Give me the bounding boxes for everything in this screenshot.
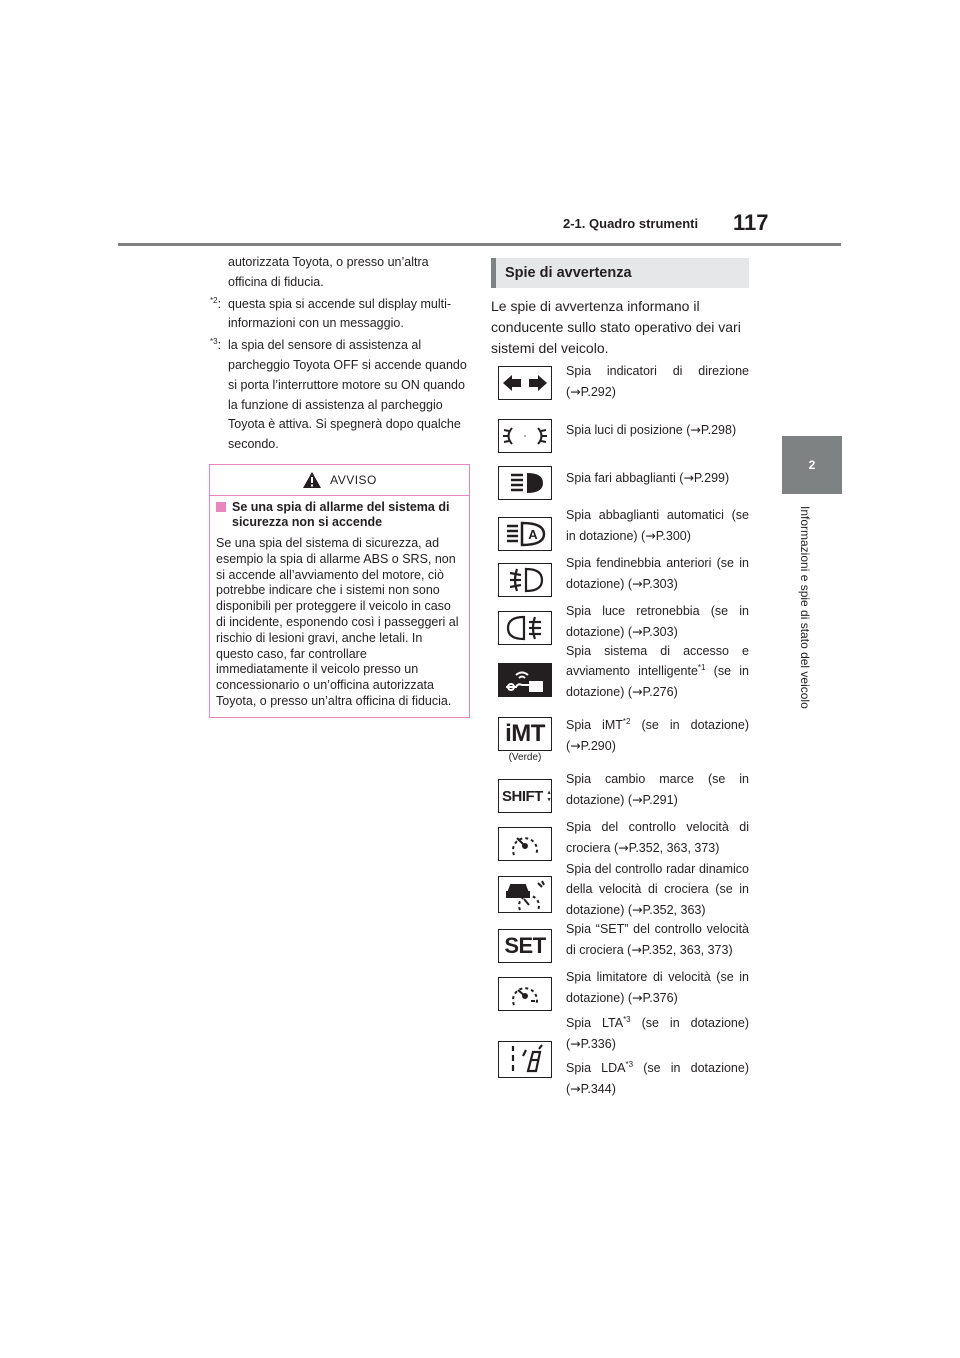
position-light-icon xyxy=(498,419,552,453)
warning-title: Se una spia di allarme del sistema di sicurezza non si accende xyxy=(216,500,463,530)
intro-text: Le spie di avvertenza informano il conducente sullo stato operativo dei vari sistemi del veicolo. xyxy=(491,298,741,356)
footnote-mark: *3 xyxy=(210,337,218,347)
light-desc: Spia LTA$^{*3}$ (se in dotazione) (→P.336) xyxy=(566,1014,749,1051)
page-number: 117 xyxy=(733,210,769,235)
chapter-number: 2 xyxy=(808,458,816,472)
light-desc: Spia del controllo radar dinamico della velocità di crociera (se in dotazione) (→P.352, 363) xyxy=(566,862,749,917)
smart-key-icon xyxy=(498,663,552,697)
chapter-label: Informazioni e spie di stato del veicolo xyxy=(798,506,812,709)
lane-assist-icon xyxy=(498,1041,552,1078)
light-desc: Spia limitatore di velocità (se in dotazione) (→P.376) xyxy=(566,970,749,1005)
light-desc: Spia iMT$^{*2}$ (se in dotazione) (→P.290) xyxy=(566,716,749,753)
auto-high-beam-icon xyxy=(498,517,552,551)
warning-label: AVVISO xyxy=(330,473,377,487)
warning-triangle-icon xyxy=(302,471,322,489)
warning-header xyxy=(210,465,469,496)
icon-caption: (Verde) xyxy=(508,752,542,763)
section-title: 2-1. Quadro strumenti xyxy=(563,216,699,231)
left-column xyxy=(210,253,468,455)
footnote-text: la spia del sensore di assistenza al parcheggio Toyota OFF si accende quando si porta l’interruttore motore su ON quando la funzione di assistenza al parcheggio Toyota è attiva. Si spegnerà dopo qualche secondo. xyxy=(228,338,467,452)
turn-signal-icon xyxy=(498,366,552,400)
high-beam-icon xyxy=(498,466,552,500)
footnote-text: questa spia si accende sul display multi-informazioni con un messaggio. xyxy=(228,296,452,331)
warning-body: Se una spia del sistema di sicurezza, ad esempio la spia di allarme ABS o SRS, non si accende all’avviamento del motore, ciò potrebbe indicare che i sistemi non sono disponibili per proteggere il veicolo in caso di incidente, esponendo così i passeggeri al rischio di lesioni gravi, anche letali. In questo caso, far controllare immediatamente il veicolo presso un concessionario o un’officina autorizzata Toyota, o presso un’altra officina di fiducia. xyxy=(216,536,459,708)
light-desc: Spia fari abbaglianti (→P.299) xyxy=(566,470,730,485)
footnote-mark: *2 xyxy=(210,295,218,305)
chapter-tab xyxy=(782,436,842,494)
rear-fog-icon xyxy=(498,611,552,645)
set-icon: SET xyxy=(498,929,552,963)
bullet-square-icon xyxy=(216,502,226,512)
light-desc: Spia sistema di accesso e avviamento intelligente$^{*1}$ (se in dotazione) (→P.276) xyxy=(566,644,749,699)
cruise-control-icon xyxy=(498,827,552,861)
light-desc: Spia luci di posizione (→P.298) xyxy=(566,422,737,437)
front-fog-icon xyxy=(498,563,552,597)
light-desc: Spia cambio marce (se in dotazione) (→P.291) xyxy=(566,772,749,807)
light-desc: Spia fendinebbia anteriori (se in dotazione) (→P.303) xyxy=(566,556,749,591)
light-desc: Spia abbaglianti automatici (se in dotazione) (→P.300) xyxy=(566,508,749,543)
imt-icon: iMT xyxy=(498,717,552,751)
warning-box xyxy=(209,464,470,718)
light-desc: Spia indicatori di direzione (→P.292) xyxy=(566,364,749,399)
footnote: $^{*2}$: questa spia si accende sul display multi-informazioni con un messaggio. xyxy=(210,295,468,335)
light-desc: Spia “SET” del controllo velocità di crociera (→P.352, 363, 373) xyxy=(566,922,749,957)
radar-cruise-icon xyxy=(498,876,552,913)
light-desc: Spia del controllo velocità di crociera (→P.352, 363, 373) xyxy=(566,820,749,855)
svg-text:A: A xyxy=(528,527,538,542)
footnote: $^{*3}$: la spia del sensore di assistenza al parcheggio Toyota OFF si accende quando si porta l’interruttore motore su ON quando la funzione di assistenza al parcheggio Toyota è attiva. Si spegnerà dopo qualche secondo. xyxy=(210,336,468,455)
shift-icon: SHIFT xyxy=(498,779,552,813)
light-desc: Spia LDA$^{*3}$ (se in dotazione) (→P.344) xyxy=(566,1059,749,1096)
header-rule xyxy=(118,243,841,246)
speed-limiter-icon xyxy=(498,977,552,1011)
section-heading: Spie di avvertenza xyxy=(491,258,749,288)
light-desc: Spia luce retronebbia (se in dotazione) (→P.303) xyxy=(566,604,749,639)
continued-text: autorizzata Toyota, o presso un’altra officina di fiducia. xyxy=(228,255,429,289)
